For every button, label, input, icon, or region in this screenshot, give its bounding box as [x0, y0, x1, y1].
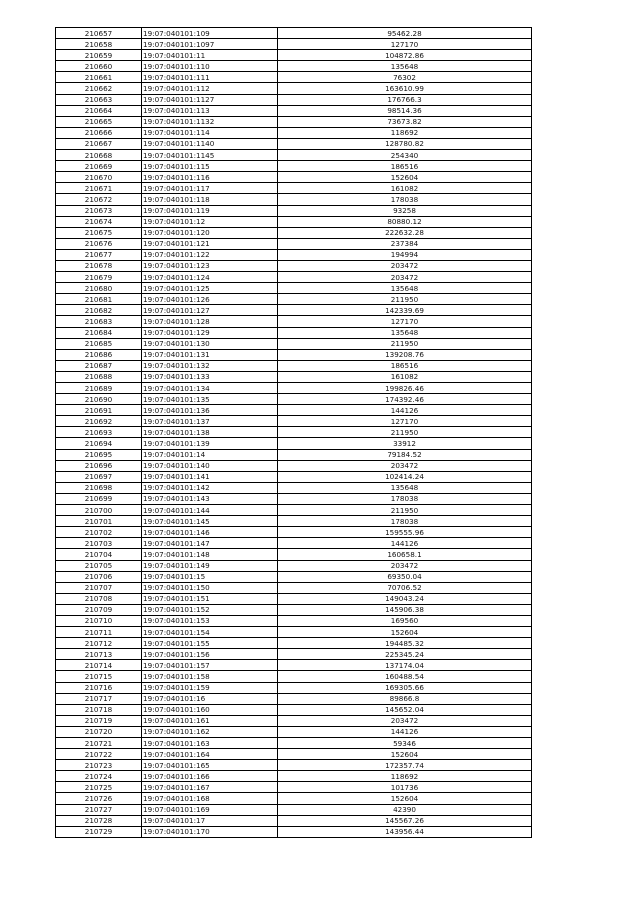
- amount-cell: 70706.52: [278, 582, 532, 593]
- cadastral-number-cell: 19:07:040101:1127: [142, 94, 278, 105]
- row-id-cell: 210695: [56, 449, 142, 460]
- cadastral-number-cell: 19:07:040101:152: [142, 604, 278, 615]
- row-id-cell: 210713: [56, 649, 142, 660]
- cadastral-number-cell: 19:07:040101:16: [142, 693, 278, 704]
- data-table: [55, 27, 532, 838]
- amount-cell: 169305.66: [278, 682, 532, 693]
- table-row: [56, 50, 532, 61]
- cadastral-number-cell: 19:07:040101:121: [142, 238, 278, 249]
- amount-cell: 79184.52: [278, 449, 532, 460]
- row-id-cell: 210665: [56, 116, 142, 127]
- cadastral-number-cell: 19:07:040101:143: [142, 493, 278, 504]
- row-id-cell: 210702: [56, 527, 142, 538]
- cadastral-number-cell: 19:07:040101:111: [142, 72, 278, 83]
- row-id-cell: 210722: [56, 749, 142, 760]
- amount-cell: 161082: [278, 371, 532, 382]
- amount-cell: 102414.24: [278, 471, 532, 482]
- row-id-cell: 210726: [56, 793, 142, 804]
- cadastral-number-cell: 19:07:040101:134: [142, 383, 278, 394]
- table-row: [56, 682, 532, 693]
- row-id-cell: 210696: [56, 460, 142, 471]
- row-id-cell: 210657: [56, 28, 142, 39]
- table-row: [56, 438, 532, 449]
- amount-cell: 144126: [278, 726, 532, 737]
- amount-cell: 144126: [278, 405, 532, 416]
- table-row: [56, 749, 532, 760]
- amount-cell: 186516: [278, 161, 532, 172]
- row-id-cell: 210716: [56, 682, 142, 693]
- table-row: [56, 715, 532, 726]
- amount-cell: 152604: [278, 172, 532, 183]
- table-row: [56, 249, 532, 260]
- row-id-cell: 210681: [56, 294, 142, 305]
- cadastral-number-cell: 19:07:040101:138: [142, 427, 278, 438]
- table-row: [56, 738, 532, 749]
- cadastral-number-cell: 19:07:040101:168: [142, 793, 278, 804]
- row-id-cell: 210677: [56, 249, 142, 260]
- row-id-cell: 210698: [56, 482, 142, 493]
- cadastral-number-cell: 19:07:040101:160: [142, 704, 278, 715]
- table-row: [56, 150, 532, 161]
- amount-cell: 160488.54: [278, 671, 532, 682]
- amount-cell: 203472: [278, 560, 532, 571]
- table-row: [56, 349, 532, 360]
- table-row: [56, 338, 532, 349]
- row-id-cell: 210728: [56, 815, 142, 826]
- cadastral-number-cell: 19:07:040101:165: [142, 760, 278, 771]
- amount-cell: 211950: [278, 294, 532, 305]
- cadastral-number-cell: 19:07:040101:128: [142, 316, 278, 327]
- cadastral-number-cell: 19:07:040101:112: [142, 83, 278, 94]
- amount-cell: 203472: [278, 715, 532, 726]
- table-row: [56, 305, 532, 316]
- row-id-cell: 210674: [56, 216, 142, 227]
- amount-cell: 211950: [278, 427, 532, 438]
- cadastral-number-cell: 19:07:040101:150: [142, 582, 278, 593]
- cadastral-number-cell: 19:07:040101:149: [142, 560, 278, 571]
- row-id-cell: 210715: [56, 671, 142, 682]
- amount-cell: 178038: [278, 516, 532, 527]
- row-id-cell: 210690: [56, 394, 142, 405]
- cadastral-number-cell: 19:07:040101:169: [142, 804, 278, 815]
- row-id-cell: 210678: [56, 260, 142, 271]
- cadastral-number-cell: 19:07:040101:11: [142, 50, 278, 61]
- cadastral-number-cell: 19:07:040101:153: [142, 615, 278, 626]
- table-row: [56, 693, 532, 704]
- table-row: [56, 782, 532, 793]
- amount-cell: 203472: [278, 260, 532, 271]
- cadastral-number-cell: 19:07:040101:140: [142, 460, 278, 471]
- amount-cell: 127170: [278, 39, 532, 50]
- table-row: [56, 649, 532, 660]
- table-row: [56, 83, 532, 94]
- table-row: [56, 360, 532, 371]
- cadastral-number-cell: 19:07:040101:159: [142, 682, 278, 693]
- amount-cell: 69350.04: [278, 571, 532, 582]
- cadastral-number-cell: 19:07:040101:156: [142, 649, 278, 660]
- cadastral-number-cell: 19:07:040101:124: [142, 272, 278, 283]
- cadastral-number-cell: 19:07:040101:147: [142, 538, 278, 549]
- row-id-cell: 210660: [56, 61, 142, 72]
- cadastral-number-cell: 19:07:040101:136: [142, 405, 278, 416]
- amount-cell: 76302: [278, 72, 532, 83]
- table-row: [56, 283, 532, 294]
- table-row: [56, 482, 532, 493]
- cadastral-number-cell: 19:07:040101:157: [142, 660, 278, 671]
- table-row: [56, 538, 532, 549]
- row-id-cell: 210687: [56, 360, 142, 371]
- row-id-cell: 210672: [56, 194, 142, 205]
- row-id-cell: 210701: [56, 516, 142, 527]
- cadastral-number-cell: 19:07:040101:17: [142, 815, 278, 826]
- table-row: [56, 471, 532, 482]
- cadastral-number-cell: 19:07:040101:12: [142, 216, 278, 227]
- cadastral-number-cell: 19:07:040101:132: [142, 360, 278, 371]
- row-id-cell: 210704: [56, 549, 142, 560]
- amount-cell: 237384: [278, 238, 532, 249]
- amount-cell: 149043.24: [278, 593, 532, 604]
- cadastral-number-cell: 19:07:040101:161: [142, 715, 278, 726]
- cadastral-number-cell: 19:07:040101:130: [142, 338, 278, 349]
- table-row: [56, 238, 532, 249]
- amount-cell: 225345.24: [278, 649, 532, 660]
- cadastral-number-cell: 19:07:040101:127: [142, 305, 278, 316]
- row-id-cell: 210706: [56, 571, 142, 582]
- table-row: [56, 671, 532, 682]
- amount-cell: 145567.26: [278, 815, 532, 826]
- amount-cell: 33912: [278, 438, 532, 449]
- cadastral-number-cell: 19:07:040101:129: [142, 327, 278, 338]
- amount-cell: 118692: [278, 127, 532, 138]
- amount-cell: 161082: [278, 183, 532, 194]
- row-id-cell: 210727: [56, 804, 142, 815]
- amount-cell: 211950: [278, 338, 532, 349]
- amount-cell: 203472: [278, 272, 532, 283]
- row-id-cell: 210661: [56, 72, 142, 83]
- cadastral-number-cell: 19:07:040101:1140: [142, 138, 278, 149]
- row-id-cell: 210703: [56, 538, 142, 549]
- amount-cell: 254340: [278, 150, 532, 161]
- cadastral-number-cell: 19:07:040101:151: [142, 593, 278, 604]
- amount-cell: 89866.8: [278, 693, 532, 704]
- amount-cell: 144126: [278, 538, 532, 549]
- cadastral-number-cell: 19:07:040101:131: [142, 349, 278, 360]
- cadastral-number-cell: 19:07:040101:1145: [142, 150, 278, 161]
- cadastral-number-cell: 19:07:040101:145: [142, 516, 278, 527]
- amount-cell: 159555.96: [278, 527, 532, 538]
- table-row: [56, 28, 532, 39]
- amount-cell: 128780.82: [278, 138, 532, 149]
- row-id-cell: 210659: [56, 50, 142, 61]
- amount-cell: 152604: [278, 627, 532, 638]
- cadastral-number-cell: 19:07:040101:167: [142, 782, 278, 793]
- amount-cell: 172357.74: [278, 760, 532, 771]
- cadastral-number-cell: 19:07:040101:118: [142, 194, 278, 205]
- cadastral-number-cell: 19:07:040101:141: [142, 471, 278, 482]
- cadastral-number-cell: 19:07:040101:109: [142, 28, 278, 39]
- row-id-cell: 210680: [56, 283, 142, 294]
- table-row: [56, 627, 532, 638]
- cadastral-number-cell: 19:07:040101:125: [142, 283, 278, 294]
- row-id-cell: 210723: [56, 760, 142, 771]
- amount-cell: 42390: [278, 804, 532, 815]
- row-id-cell: 210708: [56, 593, 142, 604]
- cadastral-number-cell: 19:07:040101:166: [142, 771, 278, 782]
- amount-cell: 174392.46: [278, 394, 532, 405]
- amount-cell: 145906.38: [278, 604, 532, 615]
- table-row: [56, 604, 532, 615]
- table-row: [56, 327, 532, 338]
- table-row: [56, 138, 532, 149]
- row-id-cell: 210707: [56, 582, 142, 593]
- cadastral-number-cell: 19:07:040101:164: [142, 749, 278, 760]
- table-row: [56, 760, 532, 771]
- cadastral-number-cell: 19:07:040101:163: [142, 738, 278, 749]
- row-id-cell: 210669: [56, 161, 142, 172]
- amount-cell: 145652.04: [278, 704, 532, 715]
- row-id-cell: 210693: [56, 427, 142, 438]
- cadastral-number-cell: 19:07:040101:115: [142, 161, 278, 172]
- table-row: [56, 39, 532, 50]
- table-row: [56, 505, 532, 516]
- row-id-cell: 210685: [56, 338, 142, 349]
- amount-cell: 135648: [278, 61, 532, 72]
- row-id-cell: 210694: [56, 438, 142, 449]
- cadastral-number-cell: 19:07:040101:113: [142, 105, 278, 116]
- table-row: [56, 549, 532, 560]
- table-row: [56, 638, 532, 649]
- row-id-cell: 210697: [56, 471, 142, 482]
- row-id-cell: 210709: [56, 604, 142, 615]
- table-row: [56, 704, 532, 715]
- amount-cell: 142339.69: [278, 305, 532, 316]
- cadastral-number-cell: 19:07:040101:122: [142, 249, 278, 260]
- table-row: [56, 216, 532, 227]
- table-row: [56, 660, 532, 671]
- row-id-cell: 210691: [56, 405, 142, 416]
- table-row: [56, 371, 532, 382]
- amount-cell: 178038: [278, 493, 532, 504]
- row-id-cell: 210667: [56, 138, 142, 149]
- amount-cell: 127170: [278, 416, 532, 427]
- cadastral-number-cell: 19:07:040101:110: [142, 61, 278, 72]
- cadastral-number-cell: 19:07:040101:133: [142, 371, 278, 382]
- cadastral-number-cell: 19:07:040101:126: [142, 294, 278, 305]
- amount-cell: 135648: [278, 327, 532, 338]
- cadastral-number-cell: 19:07:040101:144: [142, 505, 278, 516]
- table-row: [56, 161, 532, 172]
- row-id-cell: 210699: [56, 493, 142, 504]
- table-row: [56, 61, 532, 72]
- cadastral-number-cell: 19:07:040101:14: [142, 449, 278, 460]
- row-id-cell: 210718: [56, 704, 142, 715]
- table-row: [56, 560, 532, 571]
- amount-cell: 135648: [278, 283, 532, 294]
- table-row: [56, 427, 532, 438]
- table-row: [56, 94, 532, 105]
- amount-cell: 194485.32: [278, 638, 532, 649]
- row-id-cell: 210720: [56, 726, 142, 737]
- amount-cell: 199826.46: [278, 383, 532, 394]
- cadastral-number-cell: 19:07:040101:1132: [142, 116, 278, 127]
- row-id-cell: 210689: [56, 383, 142, 394]
- amount-cell: 104872.86: [278, 50, 532, 61]
- table-body: [56, 28, 532, 838]
- amount-cell: 95462.28: [278, 28, 532, 39]
- amount-cell: 176766.3: [278, 94, 532, 105]
- table-row: [56, 405, 532, 416]
- row-id-cell: 210662: [56, 83, 142, 94]
- row-id-cell: 210668: [56, 150, 142, 161]
- amount-cell: 169560: [278, 615, 532, 626]
- table-row: [56, 460, 532, 471]
- amount-cell: 222632.28: [278, 227, 532, 238]
- cadastral-number-cell: 19:07:040101:15: [142, 571, 278, 582]
- amount-cell: 73673.82: [278, 116, 532, 127]
- cadastral-number-cell: 19:07:040101:158: [142, 671, 278, 682]
- table-row: [56, 493, 532, 504]
- table-row: [56, 615, 532, 626]
- row-id-cell: 210705: [56, 560, 142, 571]
- row-id-cell: 210714: [56, 660, 142, 671]
- amount-cell: 194994: [278, 249, 532, 260]
- cadastral-number-cell: 19:07:040101:162: [142, 726, 278, 737]
- cadastral-number-cell: 19:07:040101:117: [142, 183, 278, 194]
- cadastral-number-cell: 19:07:040101:155: [142, 638, 278, 649]
- table-row: [56, 527, 532, 538]
- table-row: [56, 516, 532, 527]
- amount-cell: 152604: [278, 749, 532, 760]
- cadastral-number-cell: 19:07:040101:148: [142, 549, 278, 560]
- row-id-cell: 210725: [56, 782, 142, 793]
- row-id-cell: 210721: [56, 738, 142, 749]
- table-row: [56, 272, 532, 283]
- row-id-cell: 210710: [56, 615, 142, 626]
- cadastral-number-cell: 19:07:040101:154: [142, 627, 278, 638]
- table-row: [56, 294, 532, 305]
- amount-cell: 152604: [278, 793, 532, 804]
- cadastral-number-cell: 19:07:040101:123: [142, 260, 278, 271]
- table-row: [56, 72, 532, 83]
- row-id-cell: 210684: [56, 327, 142, 338]
- table-row: [56, 571, 532, 582]
- amount-cell: 59346: [278, 738, 532, 749]
- row-id-cell: 210683: [56, 316, 142, 327]
- amount-cell: 211950: [278, 505, 532, 516]
- table-row: [56, 227, 532, 238]
- table-row: [56, 194, 532, 205]
- table-row: [56, 593, 532, 604]
- row-id-cell: 210686: [56, 349, 142, 360]
- table-row: [56, 804, 532, 815]
- amount-cell: 203472: [278, 460, 532, 471]
- cadastral-number-cell: 19:07:040101:135: [142, 394, 278, 405]
- table-row: [56, 793, 532, 804]
- cadastral-number-cell: 19:07:040101:146: [142, 527, 278, 538]
- table-row: [56, 383, 532, 394]
- cadastral-number-cell: 19:07:040101:137: [142, 416, 278, 427]
- row-id-cell: 210682: [56, 305, 142, 316]
- amount-cell: 178038: [278, 194, 532, 205]
- amount-cell: 137174.04: [278, 660, 532, 671]
- table-row: [56, 172, 532, 183]
- cadastral-number-cell: 19:07:040101:119: [142, 205, 278, 216]
- table-row: [56, 127, 532, 138]
- row-id-cell: 210729: [56, 826, 142, 837]
- amount-cell: 98514.36: [278, 105, 532, 116]
- row-id-cell: 210673: [56, 205, 142, 216]
- table-row: [56, 826, 532, 837]
- cadastral-number-cell: 19:07:040101:116: [142, 172, 278, 183]
- table-row: [56, 116, 532, 127]
- row-id-cell: 210671: [56, 183, 142, 194]
- table-row: [56, 205, 532, 216]
- table-row: [56, 183, 532, 194]
- row-id-cell: 210676: [56, 238, 142, 249]
- table-row: [56, 771, 532, 782]
- cadastral-number-cell: 19:07:040101:139: [142, 438, 278, 449]
- table-row: [56, 449, 532, 460]
- cadastral-number-cell: 19:07:040101:1097: [142, 39, 278, 50]
- cadastral-number-cell: 19:07:040101:120: [142, 227, 278, 238]
- amount-cell: 139208.76: [278, 349, 532, 360]
- row-id-cell: 210719: [56, 715, 142, 726]
- amount-cell: 163610.99: [278, 83, 532, 94]
- amount-cell: 118692: [278, 771, 532, 782]
- row-id-cell: 210679: [56, 272, 142, 283]
- row-id-cell: 210664: [56, 105, 142, 116]
- amount-cell: 127170: [278, 316, 532, 327]
- row-id-cell: 210688: [56, 371, 142, 382]
- amount-cell: 160658.1: [278, 549, 532, 560]
- amount-cell: 143956.44: [278, 826, 532, 837]
- row-id-cell: 210663: [56, 94, 142, 105]
- table-row: [56, 394, 532, 405]
- amount-cell: 93258: [278, 205, 532, 216]
- row-id-cell: 210711: [56, 627, 142, 638]
- row-id-cell: 210717: [56, 693, 142, 704]
- row-id-cell: 210700: [56, 505, 142, 516]
- cadastral-number-cell: 19:07:040101:114: [142, 127, 278, 138]
- amount-cell: 135648: [278, 482, 532, 493]
- cadastral-number-cell: 19:07:040101:170: [142, 826, 278, 837]
- table-row: [56, 260, 532, 271]
- amount-cell: 186516: [278, 360, 532, 371]
- table-row: [56, 582, 532, 593]
- table-row: [56, 726, 532, 737]
- table-row: [56, 316, 532, 327]
- row-id-cell: 210712: [56, 638, 142, 649]
- row-id-cell: 210666: [56, 127, 142, 138]
- cadastral-number-cell: 19:07:040101:142: [142, 482, 278, 493]
- amount-cell: 80880.12: [278, 216, 532, 227]
- row-id-cell: 210658: [56, 39, 142, 50]
- table-row: [56, 416, 532, 427]
- amount-cell: 101736: [278, 782, 532, 793]
- row-id-cell: 210724: [56, 771, 142, 782]
- row-id-cell: 210670: [56, 172, 142, 183]
- table-row: [56, 105, 532, 116]
- table-row: [56, 815, 532, 826]
- row-id-cell: 210675: [56, 227, 142, 238]
- row-id-cell: 210692: [56, 416, 142, 427]
